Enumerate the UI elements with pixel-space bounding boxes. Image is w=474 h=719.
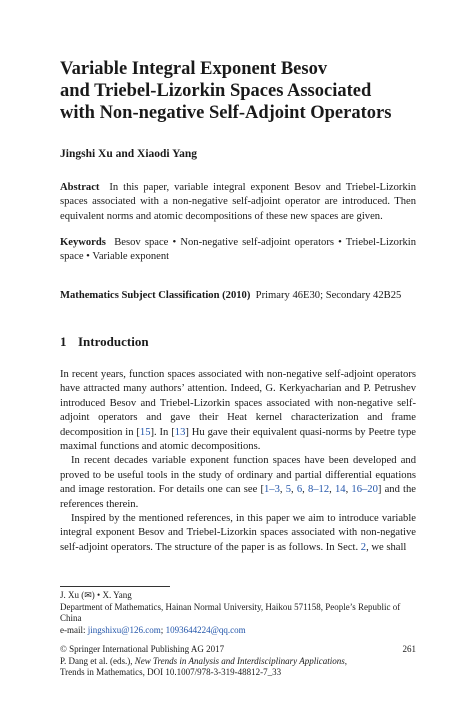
footnote-email: [60, 625, 416, 637]
book-citation: [60, 656, 416, 668]
intro-text: In recent decades variable exponent function spaces have been developed and proved to be useful tools in the study of ordinary and partial differential equations and image restoration. For details one can see [: [60, 455, 416, 496]
footnote-divider: [60, 586, 170, 587]
intro-text: Inspired by the mentioned references, in this paper we aim to introduce variable integral exponent Besov and Triebel-Lizorkin spaces associated with non-negative self-adjoint operators. The structure of the paper is as follows. In Sect.: [60, 513, 416, 553]
msc-text: Primary 46E30; Secondary 42B25: [255, 290, 402, 301]
page-number: 261: [402, 644, 416, 654]
intro-text: ] and the references therein.: [60, 484, 416, 510]
keywords-label: Keywords: [60, 237, 106, 248]
intro-paragraph-3: [60, 512, 416, 555]
publisher-footnote: [60, 644, 416, 679]
citation-link[interactable]: 6: [296, 484, 303, 496]
citation-link[interactable]: 13: [174, 426, 186, 438]
section-link[interactable]: 2: [360, 541, 367, 553]
citation-link[interactable]: 1–3: [263, 484, 280, 496]
book-title-suffix: ,: [344, 655, 347, 666]
paper-title: [60, 58, 430, 124]
citation-separator: ,: [329, 484, 335, 496]
citation-separator: ,: [279, 484, 286, 496]
email-separator: ;: [160, 624, 166, 635]
introduction-body: [60, 368, 416, 555]
footnote-authors: J. Xu (✉) • X. Yang: [60, 590, 132, 600]
email-link[interactable]: 1093644224@qq.com: [165, 624, 246, 635]
intro-text: , we shall: [366, 541, 407, 553]
citation-separator: ,: [291, 484, 297, 496]
citation-separator: ,: [345, 484, 352, 496]
title-line-1: Variable Integral Exponent Besov: [60, 59, 328, 79]
copyright-line: [60, 644, 416, 656]
citation-link[interactable]: 16–20: [351, 484, 378, 496]
email-link[interactable]: jingshixu@126.com: [87, 624, 161, 635]
copyright-text: © Springer International Publishing AG 2017: [60, 644, 225, 654]
author-footnote: [60, 590, 416, 636]
citation-link[interactable]: 15: [139, 426, 151, 438]
citation-link[interactable]: 8–12: [307, 484, 330, 496]
intro-text: In recent years, function spaces associated with non-negative self-adjoint operators have attracted many authors’ attention. Indeed, G. Kerkyacharian and P. Petrushev introduced Besov and Triebel-Lizorkin spaces associated with non-negative self-adjoint operators and gave their Heat kernel characterization and frame decomposition in [: [60, 369, 416, 438]
msc-label: Mathematics Subject Classification (2010): [60, 290, 251, 301]
author-list: Jingshi Xu and Xiaodi Yang: [60, 148, 197, 160]
abstract: [60, 181, 416, 224]
title-line-3: with Non-negative Self-Adjoint Operators: [60, 103, 392, 123]
editors-text: P. Dang et al. (eds.),: [60, 655, 135, 666]
email-label: e-mail:: [60, 624, 88, 635]
citation-separator: ,: [302, 484, 308, 496]
section-heading: [60, 334, 149, 350]
abstract-label: Abstract: [60, 182, 100, 193]
footnote-affiliation: Department of Mathematics, Hainan Normal University, Haikou 571158, People’s Republic of China: [60, 601, 401, 624]
citation-link[interactable]: 14: [334, 484, 346, 496]
intro-text: ]. In [: [150, 426, 175, 438]
section-number: 1: [60, 334, 67, 349]
keywords: [60, 236, 416, 265]
intro-text: ] Hu gave their equivalent quasi-norms by Peetre type maximal functions and atomic decompositions.: [60, 426, 417, 453]
series-doi: Trends in Mathematics, DOI 10.1007/978-3-319-48812-7_33: [60, 667, 282, 678]
intro-paragraph-2: [60, 454, 416, 512]
subject-classification: [60, 289, 416, 303]
title-line-2: and Triebel-Lizorkin Spaces Associated: [60, 81, 372, 101]
book-title: New Trends in Analysis and Interdisciplinary Applications: [134, 655, 345, 666]
intro-paragraph-1: [60, 368, 416, 454]
keywords-text: Besov space • Non-negative self-adjoint operators • Triebel-Lizorkin space • Variable exponent: [60, 237, 417, 263]
citation-link[interactable]: 5: [285, 484, 291, 496]
section-title: Introduction: [78, 334, 149, 349]
abstract-text: In this paper, variable integral exponent Besov and Triebel-Lizorkin spaces associated with a non-negative self-adjoint operator are introduced. Then equivalent norms and atomic decompositions of these new spaces are given.: [60, 182, 416, 222]
